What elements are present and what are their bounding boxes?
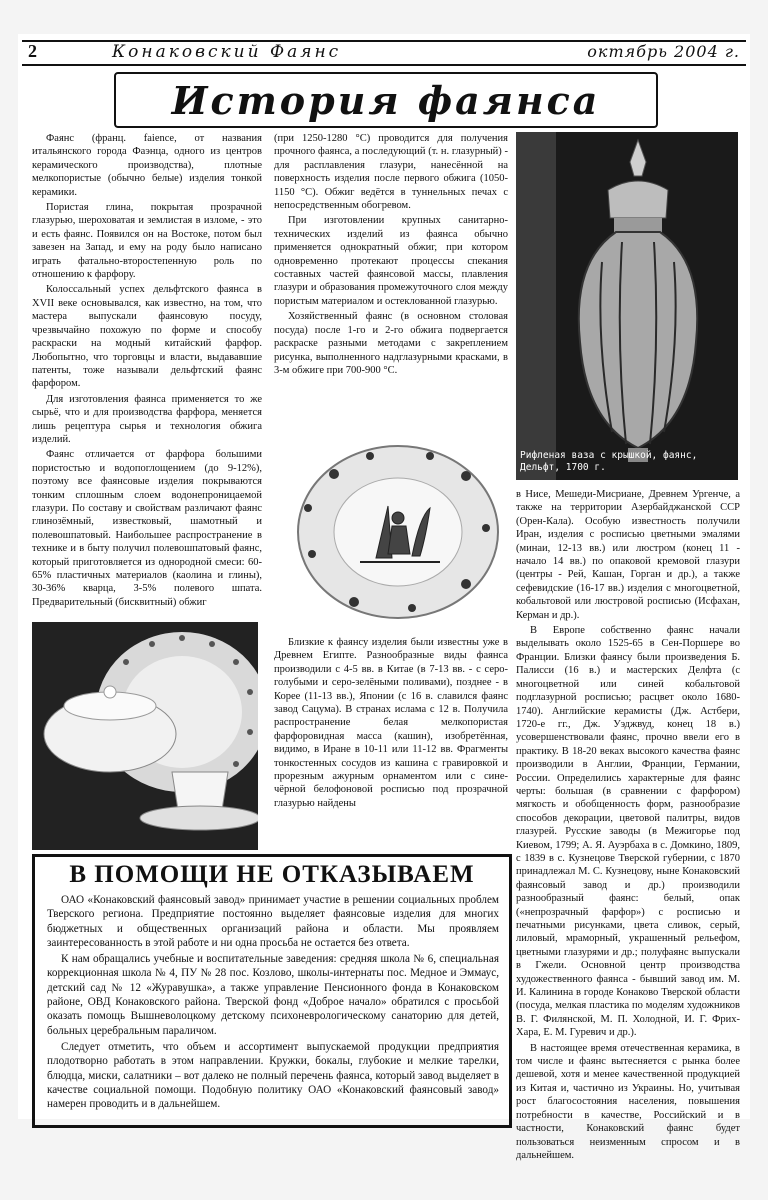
paragraph: В настоящее время отечественная керамика, в том числе и фаянс вытесняется с рынка более дешевой, хотя и менее качественной продукцией из Китая и, частично из Украины. Но, учитывая рост благосостояния населения, повышения потребности в качестве, Российский и в частности, Конаковский фаянс будет пользоваться неизменным спросом и в дальнейшем. xyxy=(516,1042,740,1161)
article-column-3 xyxy=(516,488,740,1164)
paragraph: В Европе собственно фаянс начали выделывать около 1525-65 в Сен-Поршере во Франции. Близки фаянсу были произведения Б. Палисси (16 в.) и мастерских Делфта (с многоцветной или синей кобальтовой подглазурной росписью; расцвет около 1680-1740). Английские керамисты (Дж. Астбери, 1720-е гг., Дж. Уэджвуд, конец 18 в.) усовершенствовали фаянс, прочно ввели его в практику. В 18-20 веках высокого качества фаянс производили в Англии, Франции, Германии, России. Определились характерные для фаянс черты: большая (в сравнении с фарфором) мягкость и обобщенность форм, разнообразие способов декорации, цветовой палитры, видов глазурей. Русские заводы (в Межигорье под Киевом, 1799; А. Я. Ауэрбаха в с. Домкино, 1809, с 1839 в с. Кузнецове Тверской губернии, с 1870 принадлежал М. С. Кузнецову, ныне Конаковский фаянсовый завод и др.) производили разнообразный фаянс: белый, опак («непрозрачный фарфор») с росписью и печатными рисунками, цвета сливок, серый, лиловый, мраморный, украшенный рельефом, цветными глазурями и др.; полуфаянс выпускали в Гжели. Основной центр производства художественного фаянса - бывший завод им. М. И. Калинина в городе Конаково Тверской области (посуда, мелкая пластика по моделям художников В. Г. Филянской, М. П. Холодной, И. Г. Фрих-Хара, Е. М. Гуревич и др.). xyxy=(516,625,740,1039)
paragraph: в Нисе, Мешеди-Мисриане, Древнем Ургенче, а также на территории Азербайджанской ССР (Орен-Кала). Особую известность получили Иран, изделия с росписью цветными эмалями (минаи, 12-13 вв.) или люстром (конец 11 - начало 14 вв.) по опаковой кремовой глазури (центры - Рей, Кашан, Горган и др.), а также сефевидские (16-17 вв.) изделия с многоцветной, кобальтовой или люстровой росписью (Исфахан, Керман и др.). xyxy=(516,489,740,621)
newspaper-title: Конаковский Фаянс xyxy=(112,42,342,62)
page-number: 2 xyxy=(28,41,37,61)
vase-photo xyxy=(516,132,738,480)
plate-photo xyxy=(280,436,512,624)
paragraph: Хозяйственный фаянс (в основном столовая посуда) после 1-го и 2-го обжига подвергается раскраске разными методами с закреплением рисунка, выполненного надглазурными красками, в 3-м обжиге при 700-900 °С. xyxy=(274,311,508,376)
newspaper-page xyxy=(18,34,750,1161)
paragraph: ОАО «Конаковский фаянсовый завод» принимает участие в решении социальных проблем Тверского региона. Предприятие постоянно выделяет фаянсовые изделия для многих бюджетных и общественных организаций района и области. Мы проявляем заинтересованность в этой работе и ни одна просьба не остается без ответа. xyxy=(47,894,499,949)
article-column-2-top xyxy=(274,132,508,379)
page-header xyxy=(22,40,746,66)
paragraph: Близкие к фаянсу изделия были известны уже в Древнем Египте. Разнообразные виды фаянса производили с 4-5 вв. в Китае (в 7-13 вв. - с серо-голубыми и серо-зелёными поливами), позднее - в Корее (11-13 вв.), Японии (с 16 в. славился фаянс завод Сацума). В странах ислама с 12 в. Получила распространение белая мелкопористая фарфоровидная масса (кашин), изобретённая, видимо, в Иране в 10-11 или 11-12 вв. Фрагменты тонкостенных сосудов из кашина с гравировкой и прорезным ажурным орнаментом или с сине-чёрной белофоновой росписью под прозрачной глазурью найдены xyxy=(274,637,508,809)
paragraph: При изготовлении крупных санитарно-технических изделий из фаянса обычно применяется однократный обжиг, при котором одновременно протекают процессы спекания составных частей фаянсовой массы, плавления глазури и образования промежуточного слоя между пористым материалом и остеклованной глазурью. xyxy=(274,215,508,307)
sidebar-text xyxy=(47,893,499,1113)
paragraph: Колоссальный успех дельфтского фаянса в XVII веке основывался, как известно, на том, что мастера выпускали фаянсовую посуду, чрезвычайно похожую по форме и способу раскраски на модный китайский фарфор. Любопытно, что торговцы и власти, выдававшие патенты, тоже называли дельфтский фаянс фарфором. xyxy=(32,284,262,390)
issue-date: октябрь 2004 г. xyxy=(587,42,740,61)
paragraph: Фаянс отличается от фарфора большими пористостью и водопоглощением (до 9-12%), поэтому все фаянсовые изделия покрываются тонким сплошным слоем водонепроницаемой глазури. По составу и свойствам различают фаянс глинозёмный, известковый, шамотный и полевошпатовый. Наибольшее распространение в технике и в быту получил полевошпатовый фаянс, который приготовляется из однородной смеси: 60-65% пластичных материалов (каолина и глины), 30-36% кварца, 3-5% полевого шпата. Предварительный (бисквитный) обжиг xyxy=(32,449,262,608)
paragraph: К нам обращались учебные и воспитательные заведения: средняя школа № 6, специальная коррекционная школа № 4, ПУ № 28 пос. Козлово, школы-интернаты пос. Медное и Эммаус, детский сад № 12 «Журавушка», а также управление Пенсионного фонда в Конаковском районе, ОВД Конаковского района. Тверской фонд «Доброе начало» обратился с просьбой оказать помощь Вышневолоцкому детскому психоневрологическому санаторию для детей, больных церебральным параличом. xyxy=(47,953,499,1037)
article-title: История фаянса xyxy=(171,77,601,123)
paragraph: Пористая глина, покрытая прозрачной глазурью, шероховатая и землистая в изломе, - это и есть фаянс. Появился он на Востоке, потом был завезен на Запад, и ему на роду было написано играть фатально-второстепенную роль по отношению к фарфору. xyxy=(32,202,262,281)
paragraph: (при 1250-1280 °С) проводится для получения прочного фаянса, а последующий (т. н. глазурный) - для расплавления глазури, нанесённой на поверхность изделия после первого обжига (1050-1150 °С). Обжиг ведётся в туннельных печах с непосредственным обогревом. xyxy=(274,133,508,212)
charity-sidebar xyxy=(32,854,512,1128)
paragraph: Фаянс (франц. faience, от названия итальянского города Фаэнца, одного из центров керамического производства), плотные мелкопористые (обычно белые) изделия тонкой керамики. xyxy=(32,133,262,198)
paragraph: Следует отметить, что объем и ассортимент выпускаемой продукции предприятия плодотворно работать в этом направлении. Кружки, бокалы, глубокие и мелкие тарелки, блюдца, миски, салатники – вот далеко не полный перечень фаянса, который завод выделяет в качестве социальной помощи. Подобную политику ОАО «Конаковский фаянсовый завод» намерен проводить и в дальнейшем. xyxy=(47,1040,499,1111)
article-column-1 xyxy=(32,132,262,611)
tea-set-photo xyxy=(32,622,258,850)
article-column-2-bottom xyxy=(274,636,508,812)
vase-caption: Рифленая ваза с крышкой, фаянс, Дельфт, 1700 г. xyxy=(520,450,698,473)
article-title-box xyxy=(114,72,658,128)
paragraph: Для изготовления фаянса применяется то же сырьё, что и для производства фарфора, меняется лишь рецептура сырья и технология обжига изделий. xyxy=(32,393,262,445)
sidebar-title: В ПОМОЩИ НЕ ОТКАЗЫВАЕМ xyxy=(69,861,475,888)
